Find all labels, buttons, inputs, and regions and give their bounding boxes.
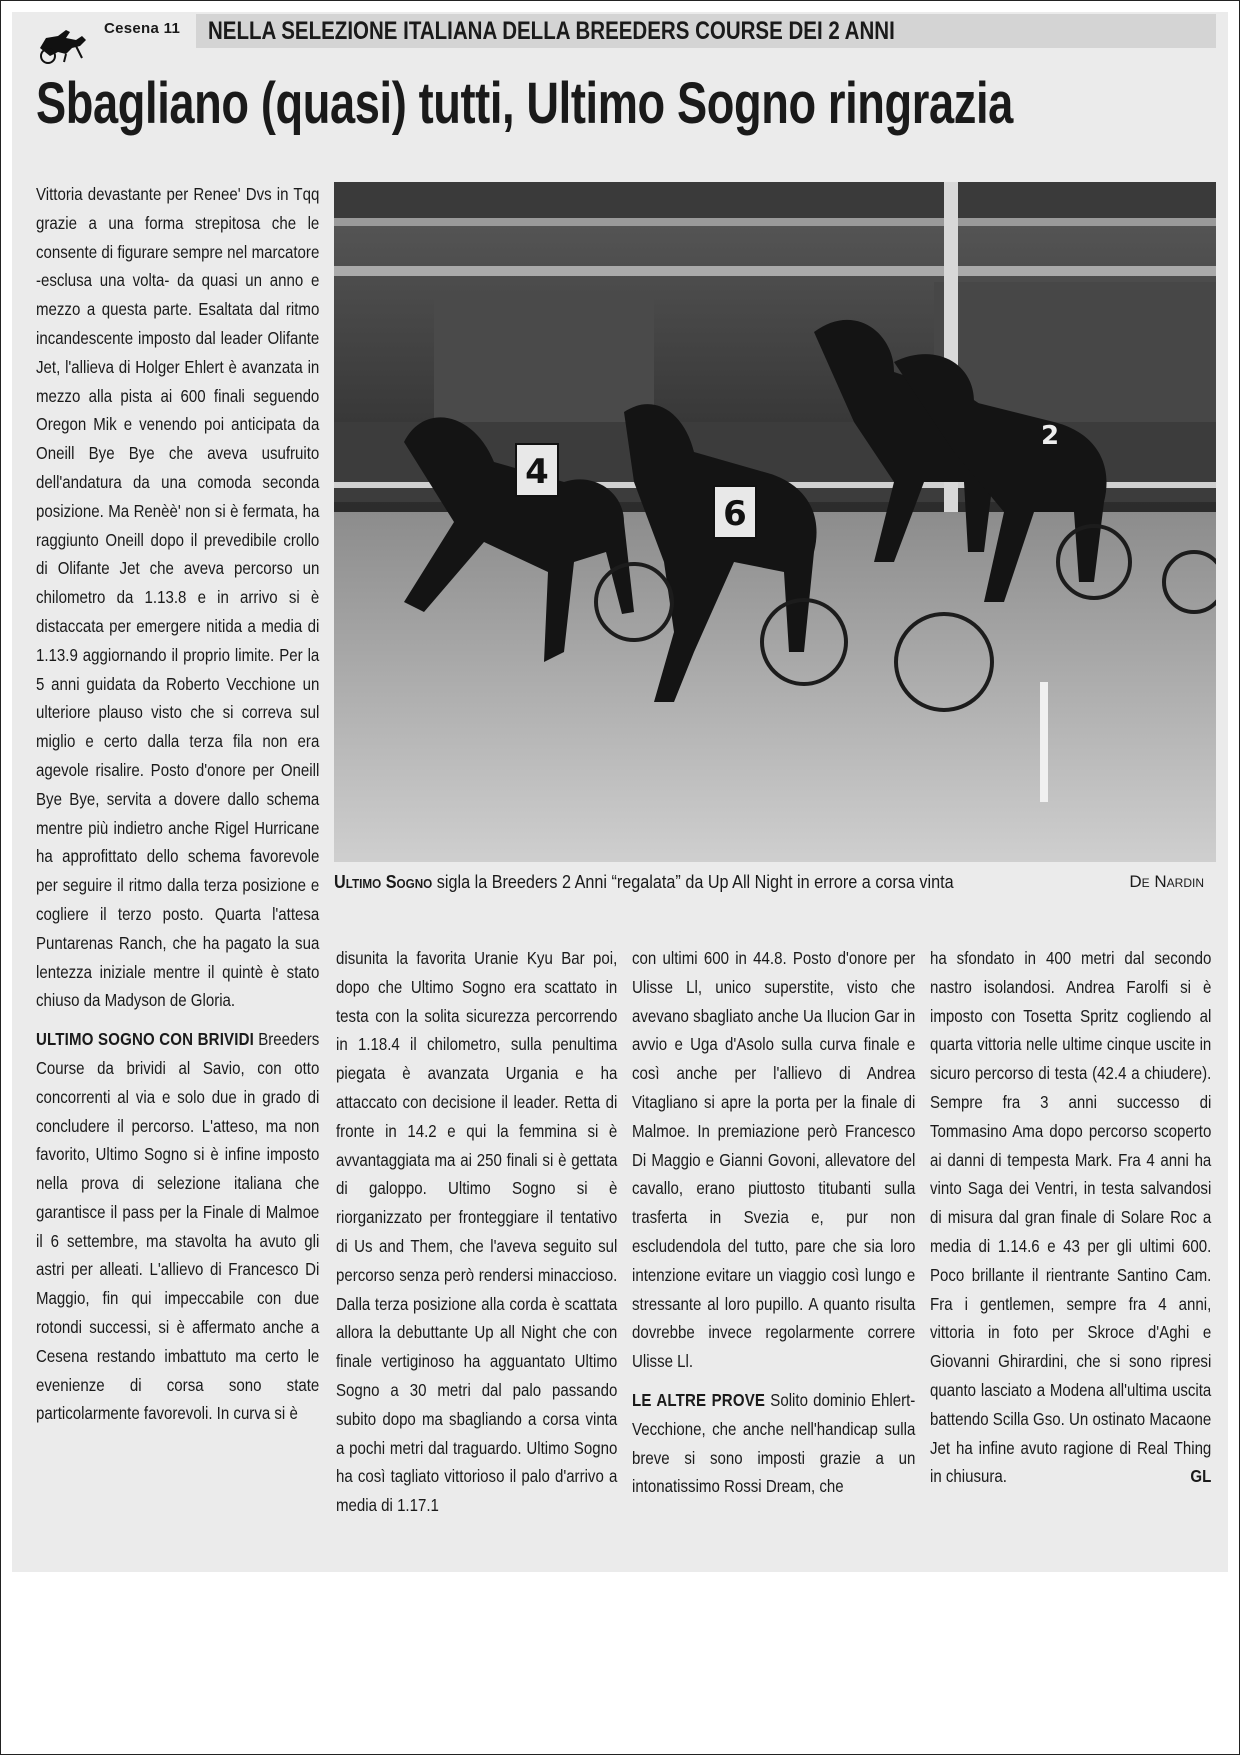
caption-lead: Ultimo Sogno (334, 872, 433, 892)
author-signature: GL (1190, 1466, 1212, 1487)
photo-credit: De Nardin (1129, 872, 1204, 891)
kicker-bar (196, 14, 1216, 48)
paragraph-race-report: disunita la favorita Uranie Kyu Bar poi, dopo che Ultimo Sogno era scattato in testa con la solita sicurezza percorrendo in 1.18.4 il chilometro, sulla penultima piegata è avanzata Urgania e ha attaccato con decisione il leader. Retta di fronte in 14.2 e qui la femmina si è avvantaggiata ma ai 250 finali si è gettata di galoppo. Ultimo Sogno si è riorganizzato per fronteggiare il tentativo di Us and Them, che l'aveva seguito sul percorso senza però rendersi minaccioso. Dalla terza posizione alla corda è scattata allora la debuttante Up all Night che con finale vertiginoso ha agguantato Ultimo Sogno a 30 metri dal palo passando subito dopo ma sbagliando a corsa vinta a pochi metri dal traguardo. Ultimo Sogno ha così tagliato vittorioso il palo d'arrivo a media di 1.17.1 (336, 948, 618, 1516)
article-column-1 (36, 180, 320, 1428)
photo-caption (334, 872, 1216, 896)
bib-number-4: 4 (525, 452, 549, 492)
paragraph-other-races-text: ha sfondato in 400 metri dal secondo nastro isolandosi. Andrea Farolfi si è imposto con Tosetta Spritz cogliendo al quarta vittoria nelle ultime cinque uscite in sicuro percorso di testa (42.4 a chiudere). Sempre fra 3 anni successo di Tommasino Ama dopo percorso scoperto ai danni di tempesta Mark. Fra 4 anni ha vinto Saga dei Ventri, in testa salvandosi di misura dal gran finale di Solare Roc a media di 1.14.6 e 43 per gli ultimi 600. Poco brillante il rientrante Santino Cam. Fra i gentlemen, sempre fra 4 anni, vittoria in foto per Skroce d'Aghi e Giovanni Ghirardini, che si sono ripresi quanto lasciato a Modena all'ultima uscita battendo Scilla Gso. Un ostinato Macaone Jet ha infine avuto ragione di Real Thing in chiusura. (930, 948, 1212, 1487)
bib-number-6: 6 (723, 494, 747, 534)
article-column-4 (930, 944, 1212, 1491)
article-column-2 (336, 944, 618, 1520)
paragraph-ultimo-sogno (36, 1025, 319, 1428)
race-photo (334, 182, 1216, 862)
paragraph-other-races (930, 944, 1211, 1491)
section-label: Cesena 11 (104, 20, 181, 37)
paragraph-altre-prove (632, 1386, 915, 1501)
paragraph-intro: Vittoria devastante per Renee' Dvs in Tqq grazie a una forma strepitosa che le consente di figurare sempre nel marcatore -esclusa una volta- da quasi un anno e mezzo a questa parte. Esaltata dal ritmo incandescente imposto dal leader Olifante Jet, l'allieva di Holger Ehlert è avanzata in mezzo alla pista ai 600 finali seguendo Oregon Mik e venendo poi anticipata da Oneill Bye Bye che aveva usufruito dell'andatura da una comoda seconda posizione. Ma Renèè' non si è fermata, ha raggiunto Oneill dopo il prevedibile crollo di Olifante Jet che aveva percorso un chilometro da 1.13.8 e in arrivo si è distaccata per emergere nitida a media di 1.13.9 aggiornando il proprio limite. Per la 5 anni guidata da Roberto Vecchione un ulteriore plauso visto che si correva sul miglio e certo dalla terza fila non era agevole risalire. Posto d'onore per Oneill Bye Bye, servita a dovere dallo schema mentre più indietro anche Rigel Hurricane ha approfittato dello schema favorevole per seguire il ritmo dalla terza posizione e cogliere il terzo posto. Quarta l'attesa Puntarenas Ranch, che ha pagato la sua lentezza iniziale mentre il quintè è stato chiuso da Madyson de Gloria. (36, 184, 320, 1011)
headline: Sbagliano (quasi) tutti, Ultimo Sogno ringrazia (36, 71, 1013, 136)
bib-number-2: 2 (1040, 421, 1060, 451)
paragraph-altre-prove-text: Solito dominio Ehlert-Vecchione, che anche nell'handicap sulla breve si sono imposti grazie a un intonatissimo Rossi Dream, che (632, 1389, 916, 1497)
sulky-horse-icon (36, 18, 92, 66)
paragraph-ultimo-sogno-text: Breeders Course da brividi al Savio, con otto concorrenti al via e solo due in grado di concludere il percorso. L'atteso, ma non favorito, Ultimo Sogno si è infine imposto nella prova di selezione italiana che garantisce il pass per la Finale di Malmoe il 6 settembre, ma stavolta ha avuto gli astri per alleati. L'allievo di Francesco Di Maggio, fin qui impeccabile con due rotondi successi, si è affermato anche a Cesena restando imbattuto ma certo le evenienze di corsa sono state particolarmente favorevoli. In curva si è (36, 1029, 320, 1424)
kicker-text: NELLA SELEZIONE ITALIANA DELLA BREEDERS COURSE DEI 2 ANNI (208, 17, 895, 45)
caption-text: sigla la Breeders 2 Anni “regalata” da Up All Night in errore a corsa vinta (432, 872, 954, 892)
harness-race-image (334, 182, 1216, 862)
subhead-ultimo-sogno: ULTIMO SOGNO CON BRIVIDI (36, 1029, 255, 1050)
subhead-altre-prove: LE ALTRE PROVE (632, 1389, 766, 1410)
paragraph-podium: con ultimi 600 in 44.8. Posto d'onore per Ulisse Ll, unico superstite, visto che avevano sbagliato anche Ua Ilucion Gar in avvio e Uga d'Asolo sulla curva finale e così anche per l'allievo di Andrea Vitagliano si apre la porta per la finale di Malmoe. In premiazione però Francesco Di Maggio e Gianni Govoni, allevatore del cavallo, erano piuttosto titubanti sulla trasferta in Svezia e, pur non escludendola del tutto, pare che sia loro intenzione evitare un viaggio così lungo e stressante al loro pupillo. A quanto risulta dovrebbe invece regolarmente correre Ulisse Ll. (632, 948, 916, 1372)
article-column-3 (632, 944, 916, 1501)
